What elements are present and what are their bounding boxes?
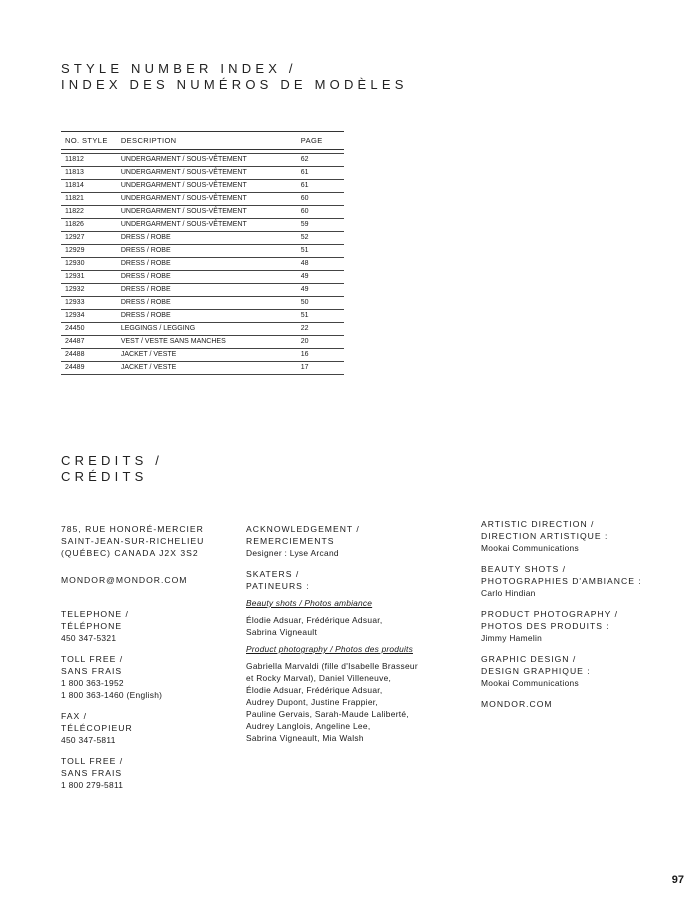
beauty-shots-label: Beauty shots / Photos ambiance (246, 598, 373, 608)
website-block (481, 698, 691, 710)
skaters-heading: SKATERS / (246, 569, 300, 579)
index-title (61, 61, 408, 93)
phone-label: TELEPHONE / (61, 609, 129, 619)
table-row (61, 193, 344, 206)
description-cell: DRESS / ROBE (117, 271, 297, 284)
acknowledgement-column (246, 523, 466, 744)
style-number-cell: 12934 (61, 310, 117, 323)
table-row (61, 258, 344, 271)
beauty-shots-photographer: Carlo Hindian (481, 588, 536, 598)
page-cell: 62 (297, 154, 344, 167)
tollfree-fax-block (61, 755, 231, 791)
tollfree-fax-label: TOLL FREE / (61, 756, 124, 766)
description-cell: VEST / VESTE SANS MANCHES (117, 336, 297, 349)
description-cell: LEGGINGS / LEGGING (117, 323, 297, 336)
table-row (61, 167, 344, 180)
style-number-cell: 11813 (61, 167, 117, 180)
style-number-cell: 11812 (61, 154, 117, 167)
style-number-cell: 12932 (61, 284, 117, 297)
page-cell: 60 (297, 193, 344, 206)
tollfree-number-english: 1 800 363-1460 (English) (61, 690, 163, 700)
table-row (61, 206, 344, 219)
product-photographer: Jimmy Hamelin (481, 633, 543, 643)
table-row (61, 180, 344, 193)
contact-column (61, 523, 231, 800)
address-block (61, 523, 231, 559)
page-cell: 52 (297, 232, 344, 245)
product-photography-label: Product photography / Photos des produits (246, 644, 413, 654)
style-number-cell: 12931 (61, 271, 117, 284)
style-number-table (61, 131, 344, 375)
graphic-design-heading-fr: DESIGN GRAPHIQUE : (481, 666, 591, 676)
product-photography-names: Élodie Adsuar, Frédérique Adsuar, (246, 685, 383, 695)
website-link[interactable]: MONDOR.COM (481, 699, 553, 709)
tollfree-label: TOLL FREE / (61, 654, 124, 664)
product-photography-block (481, 608, 691, 644)
beauty-shots-heading-fr: PHOTOGRAPHIES D'AMBIANCE : (481, 576, 642, 586)
artistic-direction-name: Mookai Communications (481, 543, 579, 553)
header-page: PAGE (297, 132, 344, 150)
description-cell: DRESS / ROBE (117, 245, 297, 258)
page-cell: 51 (297, 310, 344, 323)
style-number-cell: 24488 (61, 349, 117, 362)
description-cell: UNDERGARMENT / SOUS-VÊTEMENT (117, 154, 297, 167)
description-cell: JACKET / VESTE (117, 349, 297, 362)
description-cell: UNDERGARMENT / SOUS-VÊTEMENT (117, 206, 297, 219)
product-photography-heading-fr: PHOTOS DES PRODUITS : (481, 621, 610, 631)
email-block (61, 574, 231, 586)
tollfree-fax-number: 1 800 279-5811 (61, 780, 124, 790)
header-style-no: NO. STYLE (61, 132, 117, 150)
page-cell: 16 (297, 349, 344, 362)
tollfree-number: 1 800 363-1952 (61, 678, 124, 688)
product-photography-names: Audrey Langlois, Angeline Lee, (246, 721, 371, 731)
style-number-cell: 11814 (61, 180, 117, 193)
table-row (61, 362, 344, 375)
product-photography-names: Gabriella Marvaldi (fille d'Isabelle Brasseur (246, 661, 418, 671)
address-line: (QUÉBEC) CANADA J2X 3S2 (61, 548, 199, 558)
description-cell: UNDERGARMENT / SOUS-VÊTEMENT (117, 193, 297, 206)
style-number-cell: 11821 (61, 193, 117, 206)
credits-title (61, 453, 163, 485)
credits-title-en: CREDITS / (61, 453, 164, 468)
page-cell: 20 (297, 336, 344, 349)
page-cell: 17 (297, 362, 344, 375)
product-photography-heading: PRODUCT PHOTOGRAPHY / (481, 609, 619, 619)
phone-label-fr: TÉLÉPHONE (61, 621, 123, 631)
page-cell: 49 (297, 271, 344, 284)
phone-block (61, 608, 231, 644)
description-cell: UNDERGARMENT / SOUS-VÊTEMENT (117, 180, 297, 193)
artistic-credits-column (481, 518, 691, 719)
address-line: SAINT-JEAN-SUR-RICHELIEU (61, 536, 205, 546)
style-number-cell: 12927 (61, 232, 117, 245)
artistic-direction-heading: ARTISTIC DIRECTION / (481, 519, 595, 529)
address-line: 785, RUE HONORÉ-MERCIER (61, 524, 204, 534)
phone-number: 450 347-5321 (61, 633, 117, 643)
style-number-cell: 11822 (61, 206, 117, 219)
style-number-cell: 24487 (61, 336, 117, 349)
beauty-shots-names: Élodie Adsuar, Frédérique Adsuar, (246, 615, 383, 625)
designer-credit: Designer : Lyse Arcand (246, 548, 339, 558)
page-cell: 61 (297, 180, 344, 193)
table-row (61, 284, 344, 297)
fax-block (61, 710, 231, 746)
product-photography-names: Sabrina Vigneault, Mia Walsh (246, 733, 364, 743)
page-cell: 22 (297, 323, 344, 336)
table-row (61, 297, 344, 310)
beauty-shots-heading: BEAUTY SHOTS / (481, 564, 566, 574)
product-photography-names: Audrey Dupont, Justine Frappier, (246, 697, 379, 707)
fax-label-fr: TÉLÉCOPIEUR (61, 723, 133, 733)
table-header-row (61, 132, 344, 150)
table-row (61, 323, 344, 336)
acknowledgement-block (246, 523, 466, 559)
table-row (61, 219, 344, 232)
credits-title-fr: CRÉDITS (61, 469, 148, 484)
table-row (61, 245, 344, 258)
description-cell: DRESS / ROBE (117, 284, 297, 297)
fax-number: 450 347-5811 (61, 735, 116, 745)
page-cell: 61 (297, 167, 344, 180)
table-body (61, 150, 344, 375)
product-photography-names: et Rocky Marval), Daniel Villeneuve, (246, 673, 392, 683)
product-photography-names: Pauline Gervais, Sarah-Maude Laliberté, (246, 709, 409, 719)
style-number-cell: 12929 (61, 245, 117, 258)
style-number-cell: 24489 (61, 362, 117, 375)
beauty-shots-names: Sabrina Vigneault (246, 627, 318, 637)
graphic-design-name: Mookai Communications (481, 678, 579, 688)
description-cell: DRESS / ROBE (117, 297, 297, 310)
page-cell: 49 (297, 284, 344, 297)
table-row (61, 154, 344, 167)
table-row (61, 336, 344, 349)
page-cell: 59 (297, 219, 344, 232)
acknowledgement-heading: ACKNOWLEDGEMENT / (246, 524, 360, 534)
index-title-en: STYLE NUMBER INDEX / (61, 61, 297, 76)
page-number: 97 (671, 874, 684, 886)
description-cell: DRESS / ROBE (117, 232, 297, 245)
description-cell: JACKET / VESTE (117, 362, 297, 375)
description-cell: DRESS / ROBE (117, 310, 297, 323)
page-cell: 48 (297, 258, 344, 271)
header-description: DESCRIPTION (117, 132, 297, 150)
description-cell: UNDERGARMENT / SOUS-VÊTEMENT (117, 219, 297, 232)
table-row (61, 349, 344, 362)
page-cell: 51 (297, 245, 344, 258)
style-number-cell: 24450 (61, 323, 117, 336)
style-number-cell: 12933 (61, 297, 117, 310)
description-cell: DRESS / ROBE (117, 258, 297, 271)
page-cell: 60 (297, 206, 344, 219)
tollfree-label-fr: SANS FRAIS (61, 666, 123, 676)
table-row (61, 271, 344, 284)
acknowledgement-heading-fr: REMERCIEMENTS (246, 536, 335, 546)
table-row (61, 232, 344, 245)
artistic-direction-block (481, 518, 691, 554)
page-cell: 50 (297, 297, 344, 310)
email-address[interactable]: MONDOR@MONDOR.COM (61, 575, 188, 585)
style-number-cell: 11826 (61, 219, 117, 232)
skaters-heading-fr: PATINEURS : (246, 581, 310, 591)
index-title-fr: INDEX DES NUMÉROS DE MODÈLES (61, 77, 408, 92)
description-cell: UNDERGARMENT / SOUS-VÊTEMENT (117, 167, 297, 180)
skaters-block (246, 568, 466, 744)
graphic-design-heading: GRAPHIC DESIGN / (481, 654, 577, 664)
tollfree-fax-label-fr: SANS FRAIS (61, 768, 123, 778)
tollfree-block (61, 653, 231, 701)
graphic-design-block (481, 653, 691, 689)
beauty-shots-block (481, 563, 691, 599)
fax-label: FAX / (61, 711, 88, 721)
table-row (61, 310, 344, 323)
artistic-direction-heading-fr: DIRECTION ARTISTIQUE : (481, 531, 609, 541)
style-number-cell: 12930 (61, 258, 117, 271)
